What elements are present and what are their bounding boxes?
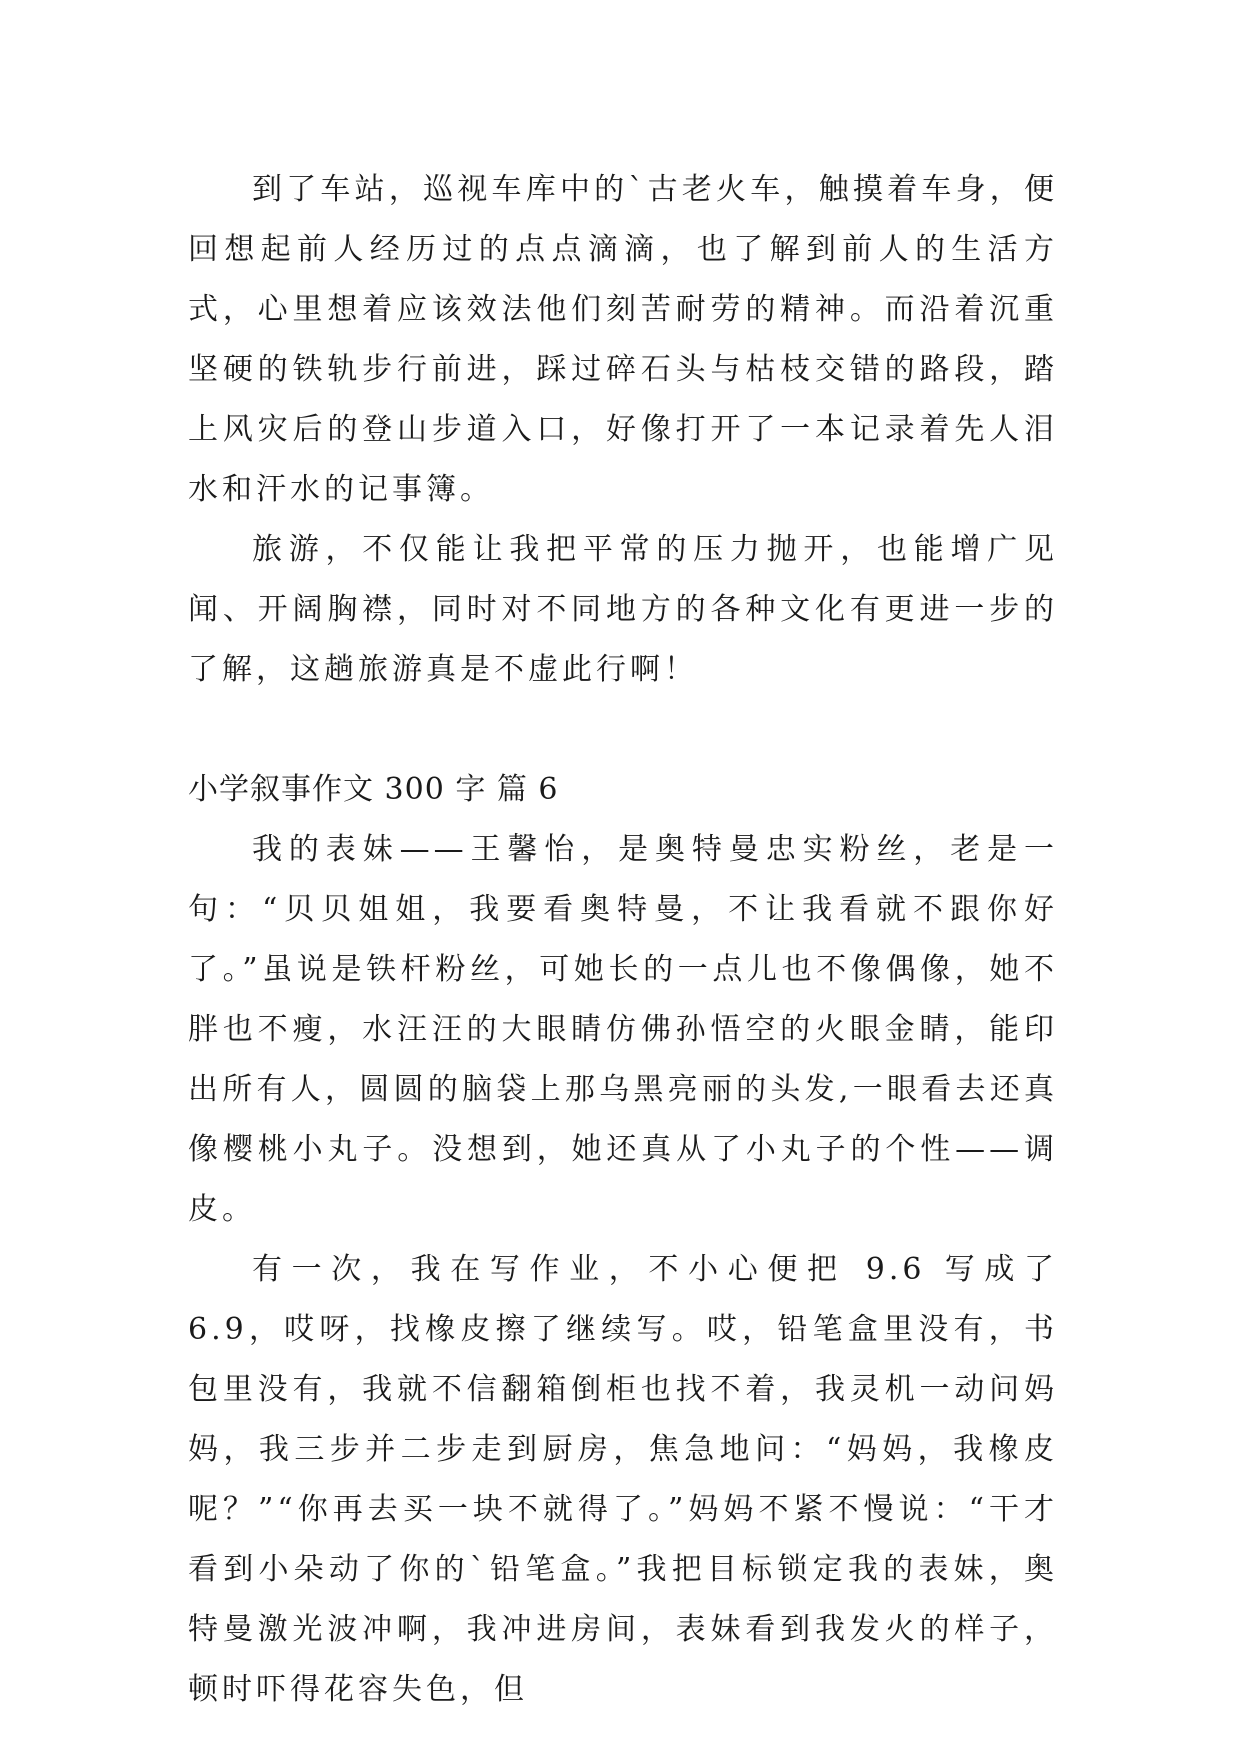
section-spacer — [188, 700, 1058, 760]
paragraph-travel-conclusion: 旅游，不仅能让我把平常的压力抛开，也能增广见闻、开阔胸襟，同时对不同地方的各种文化有更进一步的了解，这趟旅游真是不虚此行啊！ — [188, 532, 1058, 687]
section-heading: 小学叙事作文 300 字 篇 6 — [188, 772, 559, 807]
paragraph-train-station: 到了车站，巡视车库中的`古老火车，触摸着车身，便回想起前人经历过的点点滴滴，也了解到前人的生活方式，心里想着应该效法他们刻苦耐劳的精神。而沿着沉重坚硬的铁轨步行前进，踩过碎石头与枯枝交错的路段，踏上风灾后的登山步道入口，好像打开了一本记录着先人泪水和汗水的记事簿。 — [188, 172, 1058, 507]
paragraph-eraser-story: 有一次，我在写作业，不小心便把 9.6 写成了 6.9，哎呀，找橡皮擦了继续写。哎，铅笔盒里没有，书包里没有，我就不信翻箱倒柜也找不着，我灵机一动问妈妈，我三步并二步走到厨房，焦急地问：“妈妈，我橡皮呢？”“你再去买一块不就得了。”妈妈不紧不慢说：“干才看到小朵动了你的`铅笔盒。”我把目标锁定我的表妹，奥特曼激光波冲啊，我冲进房间，表妹看到我发火的样子，顿时吓得花容失色，但 — [188, 1252, 1058, 1707]
paragraph-cousin-intro: 我的表妹——王馨怡，是奥特曼忠实粉丝，老是一句：“贝贝姐姐，我要看奥特曼，不让我看就不跟你好了。”虽说是铁杆粉丝，可她长的一点儿也不像偶像，她不胖也不瘦，水汪汪的大眼睛仿佛孙悟空的火眼金睛，能印出所有人，圆圆的脑袋上那乌黑亮丽的头发,一眼看去还真像樱桃小丸子。没想到，她还真从了小丸子的个性——调皮。 — [188, 832, 1058, 1227]
document-page — [188, 160, 1058, 1720]
